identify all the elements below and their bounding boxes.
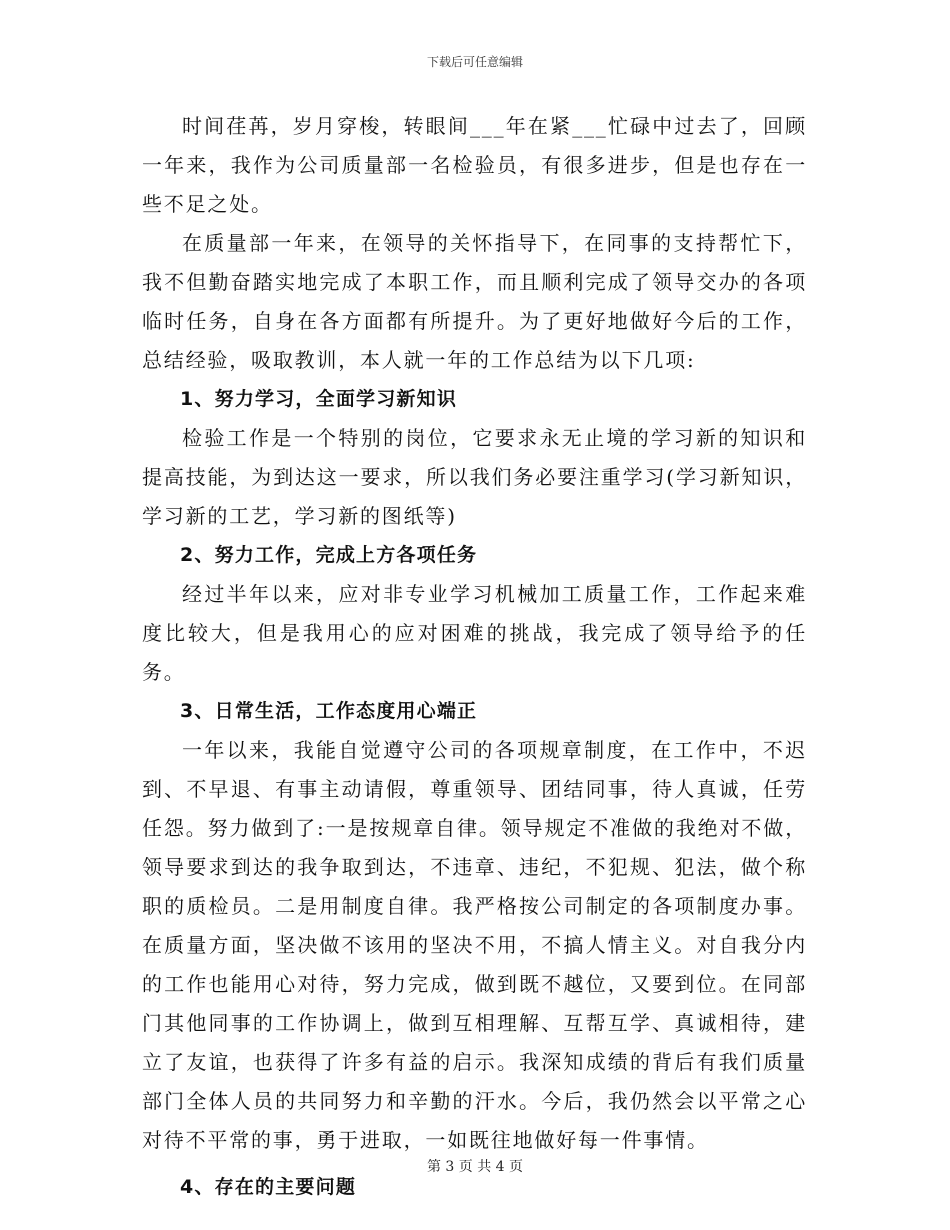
section-text-2: 经过半年以来，应对非专业学习机械加工质量工作，工作起来难度比较大，但是我用心的应对困难的挑战，我完成了领导给予的任务。: [142, 582, 807, 684]
document-body: [142, 107, 807, 1207]
section-heading-3: 3、日常生活，工作态度用心端正: [180, 700, 478, 722]
section-heading-2: 2、努力工作，完成上方各项任务: [180, 544, 478, 566]
intro-paragraph-2: 在质量部一年来，在领导的关怀指导下，在同事的支持帮忙下，我不但勤奋踏实地完成了本职工作，而且顺利完成了领导交办的各项临时任务，自身在各方面都有所提升。为了更好地做好今后的工作，总结经验，吸取教训，本人就一年的工作总结为以下几项:: [142, 231, 807, 372]
section-text-3: 一年以来，我能自觉遵守公司的各项规章制度，在工作中，不迟到、不早退、有事主动请假，尊重领导、团结同事，待人真诚，任劳任怨。努力做到了:一是按规章自律。领导规定不准做的我绝对不做，领导要求到达的我争取到达，不违章、违纪，不犯规、犯法，做个称职的质检员。二是用制度自律。我严格按公司制定的各项制度办事。在质量方面，坚决做不该用的坚决不用，不搞人情主义。对自我分内的工作也能用心对待，努力完成，做到既不越位，又要到位。在同部门其他同事的工作协调上，做到互相理解、互帮互学、真诚相待，建立了友谊，也获得了许多有益的启示。我深知成绩的背后有我们质量部门全体人员的共同努力和辛勤的汗水。今后，我仍然会以平常之心对待不平常的事，勇于进取，一如既往地做好每一件事情。: [142, 738, 807, 1152]
intro-paragraph-1: 时间荏苒，岁月穿梭，转眼间___年在紧___忙碌中过去了，回顾一年来，我作为公司质量部一名检验员，有很多进步，但是也存在一些不足之处。: [142, 114, 807, 216]
section-text-1: 检验工作是一个特别的岗位，它要求永无止境的学习新的知识和提高技能，为到达这一要求，所以我们务必要注重学习(学习新知识，学习新的工艺，学习新的图纸等): [142, 426, 807, 528]
section-heading-1: 1、努力学习，全面学习新知识: [180, 388, 458, 410]
page-header: 下载后可任意编辑: [426, 55, 523, 69]
page-footer: 第 3 页 共 4 页: [426, 1159, 524, 1175]
section-heading-4: 4、存在的主要问题: [180, 1176, 357, 1198]
